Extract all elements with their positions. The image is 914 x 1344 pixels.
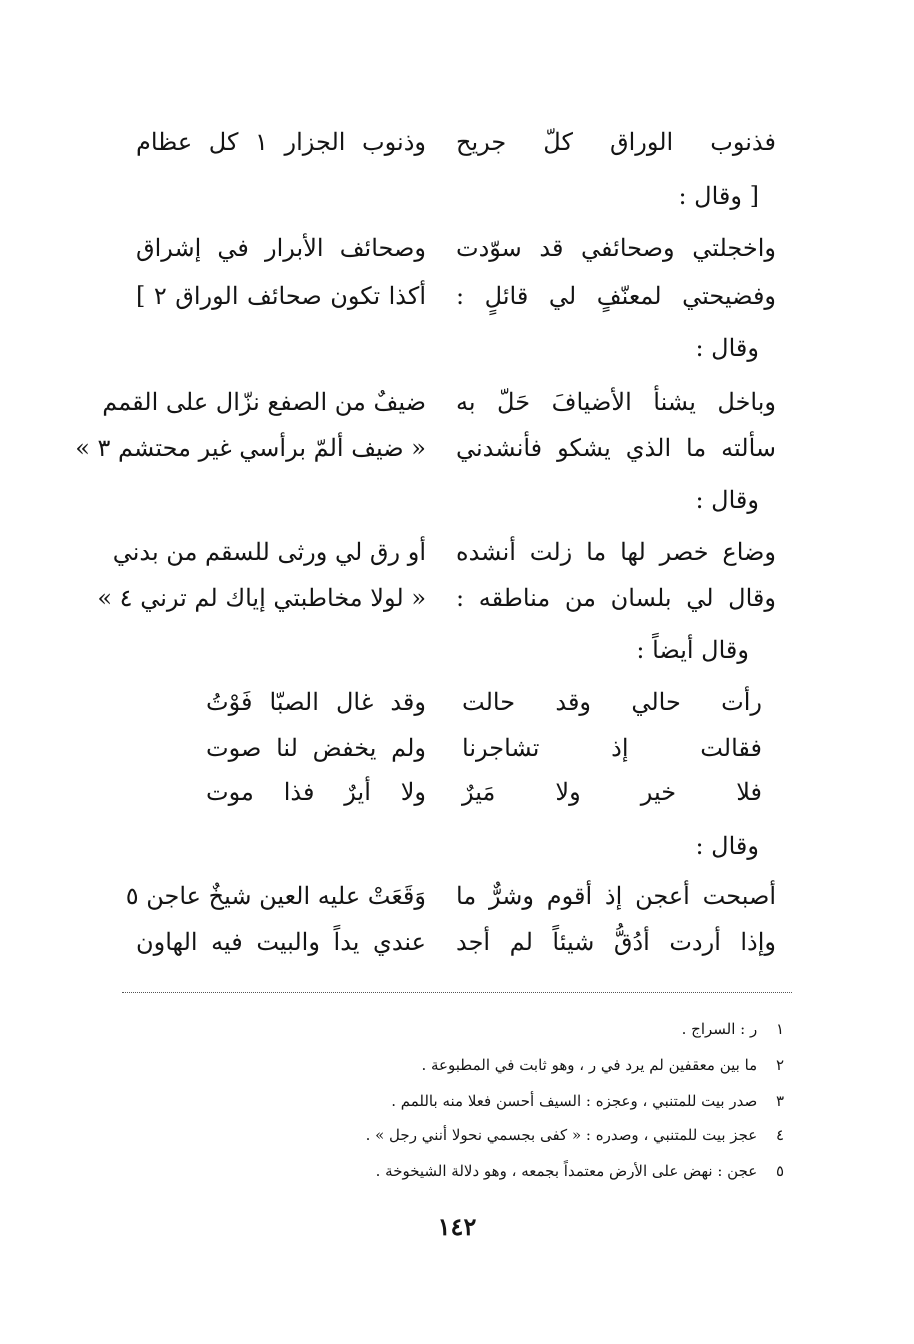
footnote-number: ٥ (775, 1162, 784, 1180)
footnote (421, 1058, 784, 1073)
verse-second-hemistich: ضيفٌ من الصفع نزّال على القمم (102, 388, 426, 416)
footnote (376, 1164, 784, 1179)
footnote-number: ٢ (775, 1056, 784, 1074)
footnote (391, 1094, 784, 1109)
verse-second-hemistich: ولا أيرٌ فذا موت (206, 778, 426, 806)
verse-first-hemistich: فقالت إذ تشاجرنا (462, 734, 762, 762)
verse-first-hemistich: وضاع خصر لها ما زلت أنشده (456, 538, 776, 566)
footnote-text: ما بين معقفين لم يرد في ر ، وهو ثابت في المطبوعة . (421, 1056, 758, 1074)
footnote-text: ر : السراج . (681, 1020, 758, 1038)
poem-intro: وقال : (695, 334, 759, 362)
verse-first-hemistich: واخجلتي وصحائفي قد سوّدت (456, 234, 776, 262)
verse-second-hemistich: وقد غال الصبّا فَوْتُ (206, 688, 426, 716)
page-number: ١٤٢ (437, 1212, 477, 1241)
footnote (682, 1022, 784, 1037)
poem-intro: [ وقال : (678, 182, 759, 210)
footnote-number: ٣ (775, 1092, 784, 1110)
verse-first-hemistich: وباخل يشنأ الأضيافَ حَلّ به (456, 388, 776, 416)
verse-first-hemistich: وقال لي بلسان من مناطقه : (456, 584, 776, 612)
verse-second-hemistich: أكذا تكون صحائف الوراق ٢ ] (136, 282, 426, 310)
verse-second-hemistich: وَقَعَتْ عليه العين شيخٌ عاجن ٥ (125, 882, 426, 910)
verse-second-hemistich: « لولا مخاطبتي إياك لم ترني ٤ » (97, 584, 426, 612)
verse-first-hemistich: فذنوب الوراق كلّ جريح (456, 128, 776, 156)
verse-first-hemistich: سألته ما الذي يشكو فأنشدني (456, 434, 776, 462)
verse-first-hemistich: رأت حالي وقد حالت (462, 688, 762, 716)
verse-first-hemistich: أصبحت أعجن إذ أقوم وشرٌّ ما (456, 882, 776, 910)
poem-intro: وقال أيضاً : (636, 636, 749, 664)
verse-second-hemistich: وذنوب الجزار ١ كل عظام (136, 128, 426, 156)
poem-intro: وقال : (695, 832, 759, 860)
footnote-number: ٤ (775, 1126, 784, 1144)
footnote-number: ١ (775, 1020, 784, 1038)
footnote-text: عجز بيت للمتنبي ، وصدره : « كفى بجسمي نحولا أنني رجل » . (365, 1126, 758, 1144)
verse-first-hemistich: فلا خير ولا مَيرٌ (462, 778, 762, 806)
verse-first-hemistich: وإذا أردت أدُقُّ شيئاً لم أجد (456, 928, 776, 956)
verse-second-hemistich: عندي يداً والبيت فيه الهاون (136, 928, 426, 956)
footnote-text: عجن : نهض على الأرض معتمداً بجمعه ، وهو دلالة الشيخوخة . (375, 1162, 758, 1180)
footnote-text: صدر بيت للمتنبي ، وعجزه : السيف أحسن فعلا منه باللمم . (391, 1092, 758, 1110)
verse-second-hemistich: وصحائف الأبرار في إشراق (136, 234, 426, 262)
poem-intro: وقال : (695, 486, 759, 514)
verse-second-hemistich: أو رق لي ورثى للسقم من بدني (112, 538, 426, 566)
footnote-separator (122, 992, 792, 993)
verse-second-hemistich: ولم يخفض لنا صوت (206, 734, 426, 762)
verse-second-hemistich: « ضيف ألمّ برأسي غير محتشم ٣ » (75, 434, 426, 462)
footnote (366, 1128, 784, 1143)
verse-first-hemistich: وفضيحتي لمعنّفٍ لي قائلٍ : (456, 282, 776, 310)
